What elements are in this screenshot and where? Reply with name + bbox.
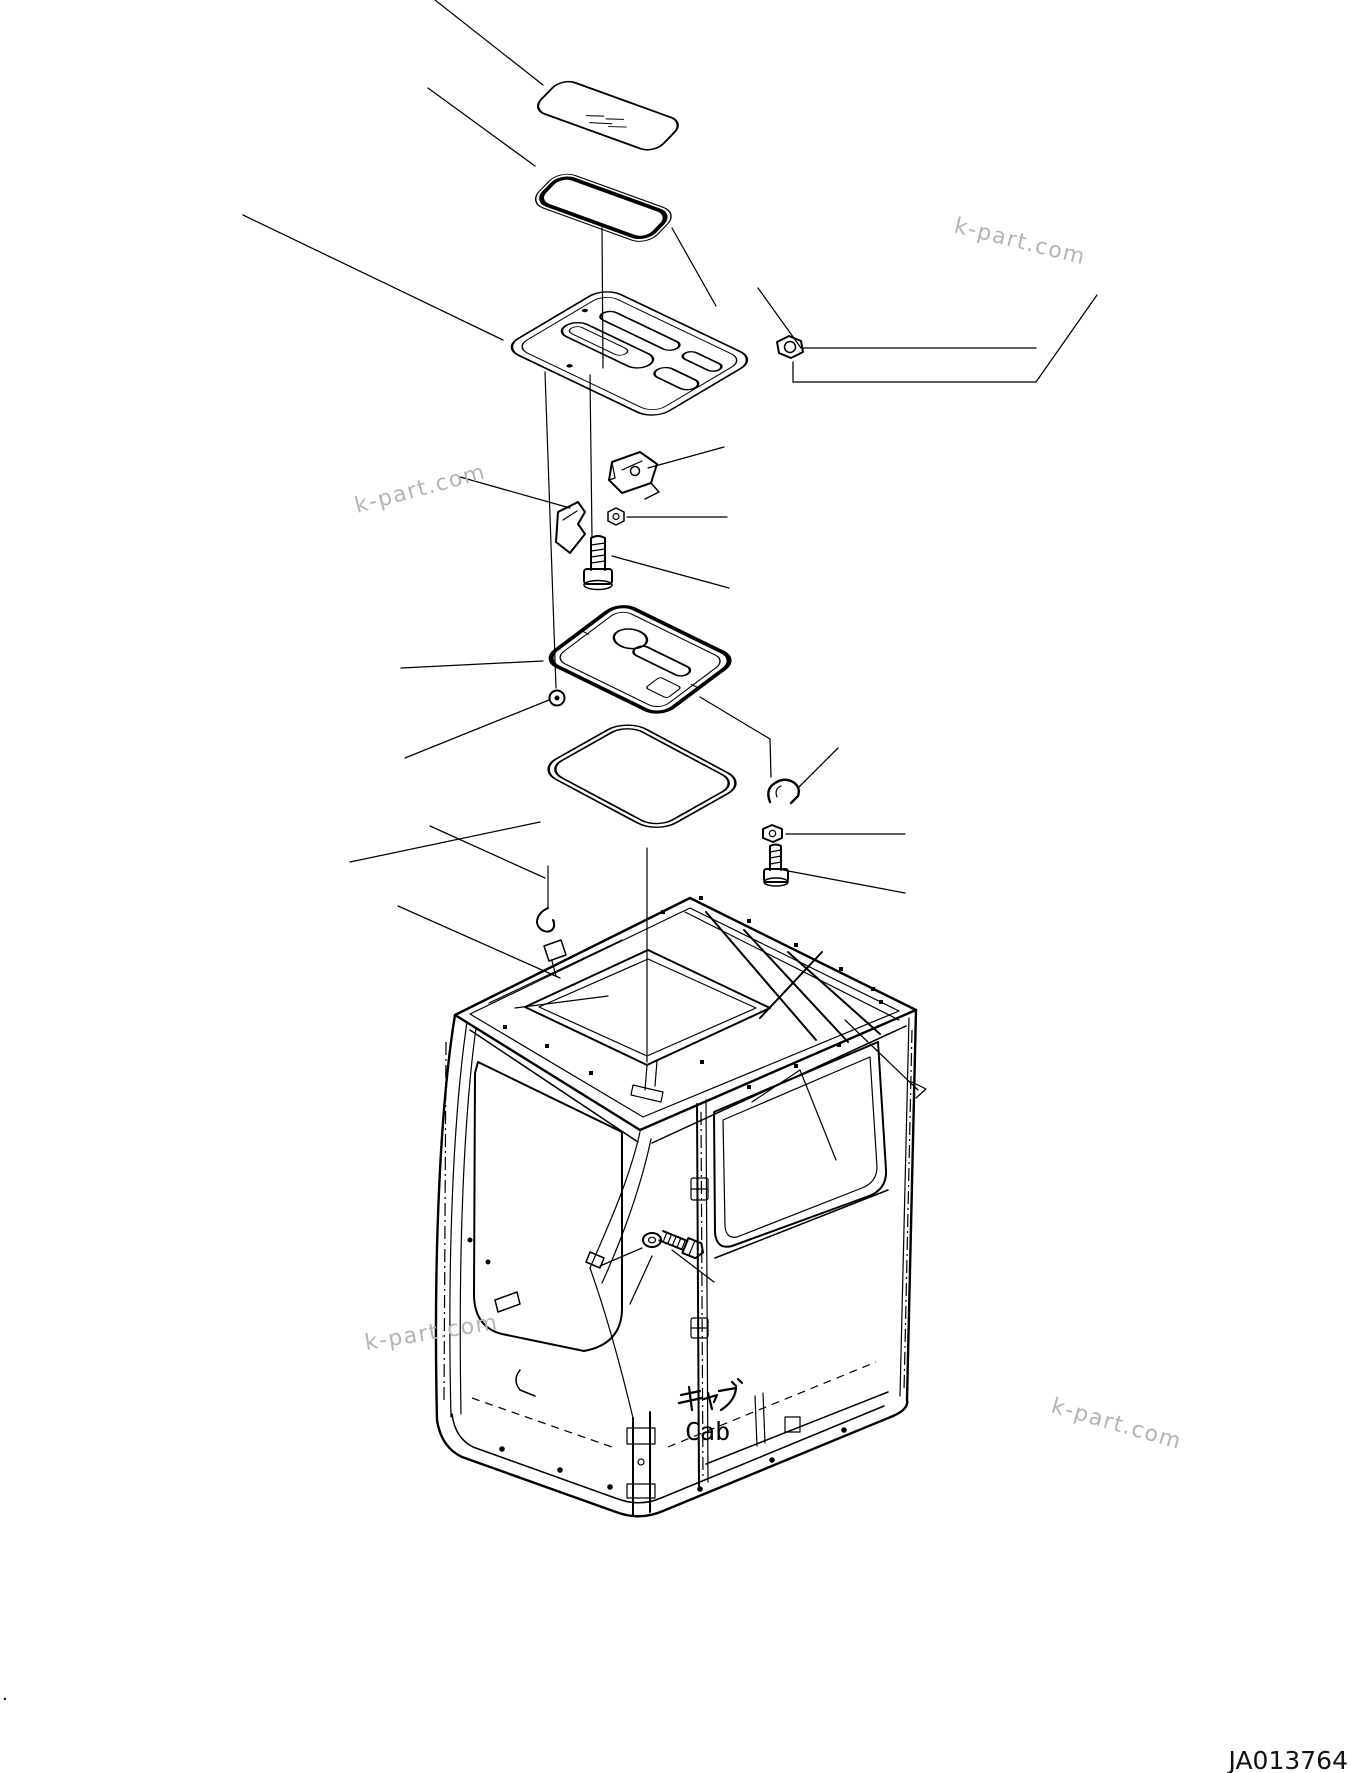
hatch-cover-panel — [503, 287, 757, 420]
latch-nut — [608, 508, 624, 525]
drop-line-left — [545, 372, 556, 688]
mount-bolt-detail — [586, 1228, 714, 1304]
windshield-aperture — [474, 1062, 651, 1418]
grommet-plug — [550, 691, 565, 706]
drawing-number: JA013764 — [1228, 1746, 1348, 1773]
wiper-post — [627, 1412, 655, 1516]
left-pillar — [436, 1015, 476, 1420]
roof-bolt-marks — [503, 896, 883, 1089]
door-sill-line — [715, 1190, 888, 1258]
mount-bolt — [658, 1228, 706, 1260]
roof-truss — [685, 912, 899, 1042]
cab-label — [671, 1379, 743, 1446]
hinge-bolt — [764, 845, 788, 887]
roof-gasket — [537, 719, 746, 833]
cover-mount-nut — [777, 336, 803, 358]
skylight-glass-panel — [532, 78, 685, 153]
watermark-bottom-left: k-part.com — [363, 1310, 501, 1356]
drop-line-right — [590, 375, 592, 538]
hinge-hook — [768, 780, 798, 803]
hinge-parts — [700, 697, 905, 893]
cab-structure — [398, 826, 926, 1516]
cab-roof — [455, 898, 916, 1143]
watermark-mid-left: k-part.com — [352, 459, 489, 519]
skylight-seal — [528, 170, 678, 246]
cab-label-en-text: Cab — [685, 1417, 731, 1446]
watermark-bottom-right: k-part.com — [1048, 1393, 1185, 1455]
top-leader-lines — [428, 0, 543, 166]
wire-clip-left — [537, 866, 566, 976]
cab-label-jp-text: キャブ — [671, 1386, 743, 1414]
latch-assembly — [460, 447, 729, 590]
hinge-position-leader — [700, 697, 771, 777]
latch-leader-lines — [460, 447, 729, 588]
latch-bolt — [584, 536, 612, 590]
door-side — [691, 1010, 916, 1486]
page-corner-mark: . — [2, 1684, 8, 1705]
latch-lock-body — [609, 452, 659, 499]
watermark-top-right: k-part.com — [951, 213, 1089, 271]
frame-leader-lines — [350, 661, 549, 862]
door-window — [714, 1042, 886, 1247]
latch-catch-plate — [556, 502, 585, 553]
inner-frame — [543, 602, 737, 717]
hinge-nut — [763, 825, 782, 842]
